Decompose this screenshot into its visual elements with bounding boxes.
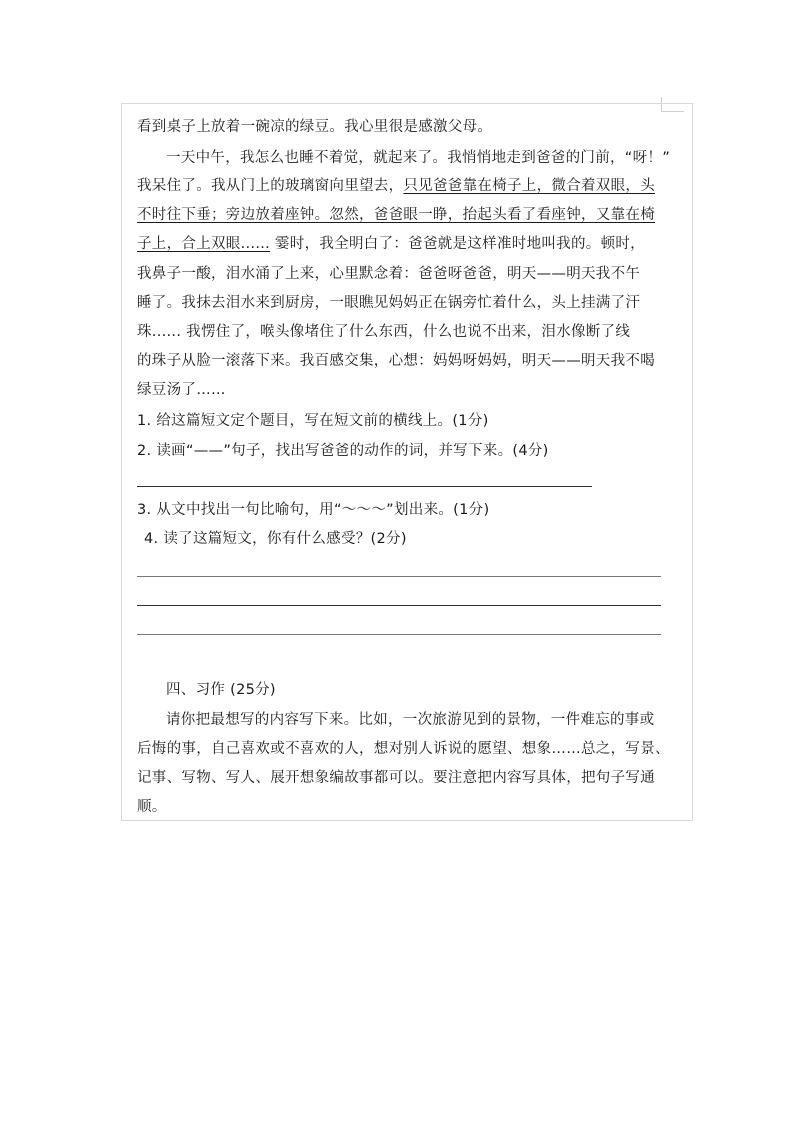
composition-line-2: 后悔的事，自己喜欢或不喜欢的人，想对别人诉说的愿望、想象……总之，写景、 bbox=[137, 741, 670, 757]
passage-line-9: 的珠子从脸一滚落下来。我百感交集，心想：妈妈呀妈妈，明天——明天我不喝 bbox=[137, 353, 655, 369]
composition-line-3: 记事、写物、写人、展开想象编故事都可以。要注意把内容写具体，把句子写通 bbox=[137, 770, 655, 786]
composition-heading: 四、习作 (25分) bbox=[166, 682, 276, 698]
composition-line-1: 请你把最想写的内容写下来。比如，一次旅游见到的景物，一件难忘的事或 bbox=[166, 712, 655, 728]
passage-line-7: 睡了。我抹去泪水来到厨房，一眼瞧见妈妈正在锅旁忙着什么，头上挂满了汗 bbox=[137, 295, 641, 311]
question-2: 2. 读画“——”句子，找出写爸爸的动作的词，并写下来。(4分) bbox=[137, 443, 549, 459]
answer-line-q4-3[interactable] bbox=[137, 634, 661, 635]
composition-line-4: 顺。 bbox=[137, 799, 167, 815]
answer-line-q2[interactable] bbox=[137, 486, 592, 487]
passage-line-1: 看到桌子上放着一碗凉的绿豆。我心里很是感激父母。 bbox=[137, 119, 493, 135]
passage-line-6: 我鼻子一酸，泪水涌了上来，心里默念着：爸爸呀爸爸，明天——明天我不午 bbox=[137, 266, 641, 282]
passage-line-10: 绿豆汤了…… bbox=[137, 382, 226, 398]
question-3: 3. 从文中找出一句比喻句，用“～～～”划出来。(1分) bbox=[137, 502, 490, 518]
passage-text: 我呆住了。我从门上的玻璃窗向里望去， bbox=[137, 178, 404, 194]
passage-line-5 bbox=[137, 234, 645, 254]
underlined-sentence-end: 子上，合上双眼...... bbox=[137, 236, 271, 252]
page-corner-mark bbox=[661, 97, 684, 112]
passage-line-3 bbox=[137, 176, 655, 196]
passage-line-8: 珠...... 我愣住了，喉头像堵住了什么东西，什么也说不出来，泪水像断了线 bbox=[137, 324, 631, 340]
passage-line-2: 一天中午，我怎么也睡不着觉，就起来了。我悄悄地走到爸爸的门前，“呀！” bbox=[166, 150, 671, 166]
passage-text: 霎时，我全明白了：爸爸就是这样准时地叫我的。顿时， bbox=[274, 236, 645, 252]
underlined-sentence: 只见爸爸靠在椅子上，微合着双眼，头 bbox=[403, 178, 656, 194]
question-4: 4. 读了这篇短文，你有什么感受？(2分) bbox=[144, 531, 407, 547]
answer-line-q4-2[interactable] bbox=[137, 605, 661, 606]
question-1: 1. 给这篇短文定个题目，写在短文前的横线上。(1分) bbox=[137, 413, 489, 429]
passage-line-4: 不时往下垂；旁边放着座钟。忽然，爸爸眼一睁，抬起头看了看座钟，又靠在椅 bbox=[137, 207, 655, 223]
answer-line-q4-1[interactable] bbox=[137, 576, 661, 577]
